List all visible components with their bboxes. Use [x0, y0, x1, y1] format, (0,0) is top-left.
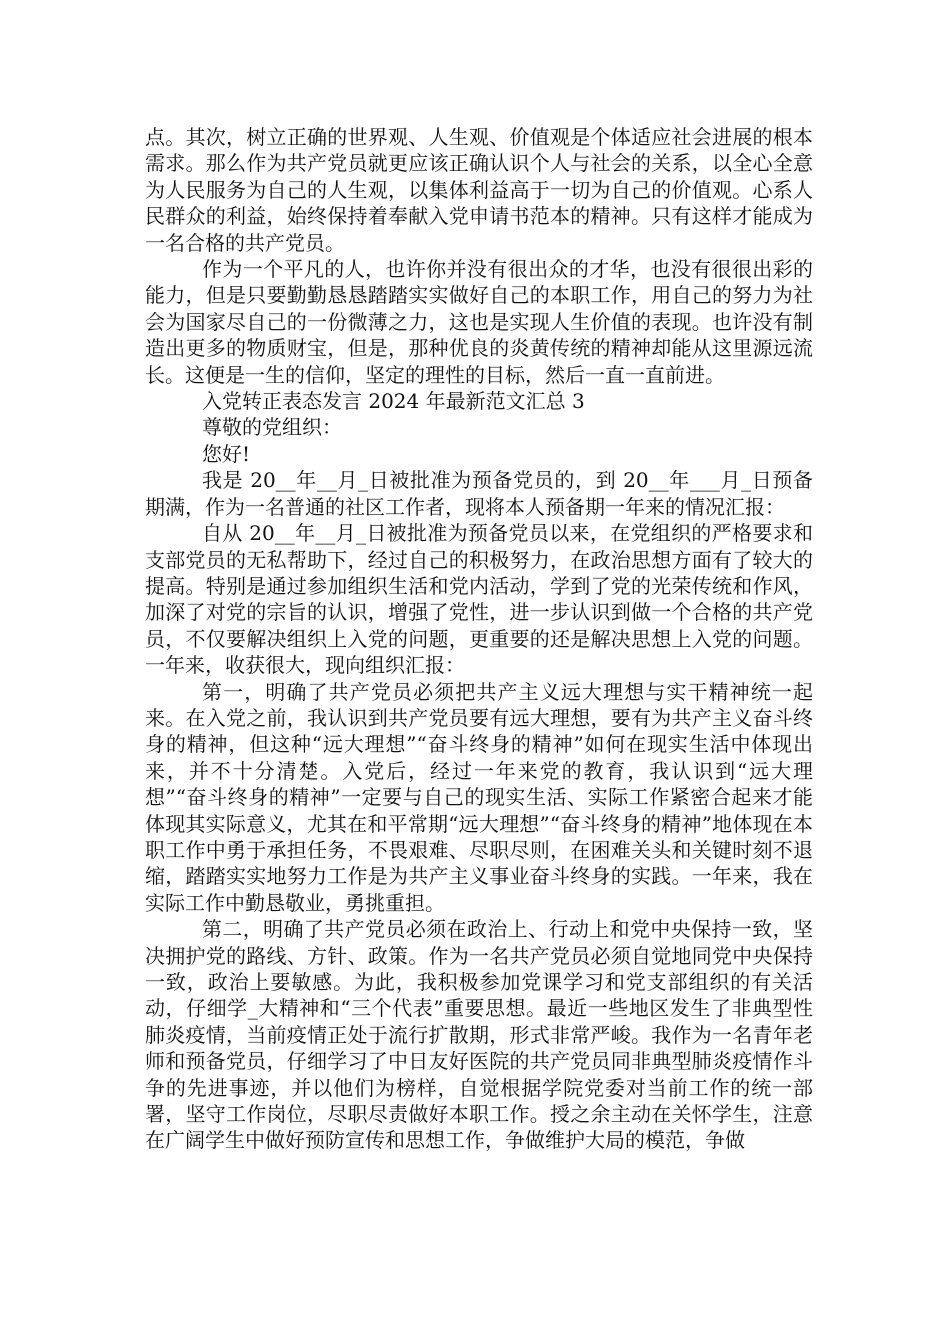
paragraph-since-approval: 自从 20__年__月_日被批准为预备党员以来，在党组织的严格要求和支部党员的无私帮助下，经过自己的积极努力，在政治思想方面有了较大的提高。特别是通过参加组织生活和党内活动，学到了党的光荣传统和作风，加深了对党的宗旨的认识，增强了党性，进一步认识到做一个合格的共产党员，不仅要解决组织上入党的问题，更重要的还是解决思想上入党的问题。一年来，收获很大，现向组织汇报：: [145, 521, 813, 678]
paragraph-ordinary-person: 作为一个平凡的人，也许你并没有很出众的才华，也没有很很出彩的能力，但是只要勤勤恳恳踏踏实实做好自己的本职工作，用自己的努力为社会为国家尽自己的一份微薄之力，这也是实现人生价值的表现。也许没有制造出更多的物质财宝，但是，那种优良的炎黄传统的精神却能从这里源远流长。这便是一生的信仰，坚定的理性的目标，然后一直一直前进。: [145, 257, 813, 387]
section-heading: 入党转正表态发言 2024 年最新范文汇总 3: [202, 389, 585, 414]
paragraph-introduction: 我是 20__年__月_日被批准为预备党员的，到 20__年___月_日预备期满，作为一名普通的社区工作者，现将本人预备期一年来的情况汇报：: [145, 468, 813, 519]
greeting: 您好!: [202, 441, 251, 466]
document-body: [145, 124, 813, 1154]
paragraph-continuation: 点。其次，树立正确的世界观、人生观、价值观是个体适应社会进展的根本需求。那么作为共产党员就更应该正确认识个人与社会的关系，以全心全意为人民服务为自己的人生观，以集体利益高于一切为自己的价值观。心系人民群众的利益，始终保持着奉献入党申请书范本的精神。只有这样才能成为一名合格的共产党员。: [145, 125, 813, 255]
paragraph-second-point: 第二，明确了共产党员必须在政治上、行动上和党中央保持一致，坚决拥护党的路线、方针、政策。作为一名共产党员必须自觉地同党中央保持一致，政治上要敏感。为此，我积极参加党课学习和党支部组织的有关活动，仔细学_大精神和“三个代表”重要思想。最近一些地区发生了非典型性肺炎疫情，当前疫情正处于流行扩散期，形式非常严峻。我作为一名青年老师和预备党员，仔细学习了中日友好医院的共产党员同非典型肺炎疫情作斗争的先进事迹，并以他们为榜样，自觉根据学院党委对当前工作的统一部署，坚守工作岗位，尽职尽责做好本职工作。授之余主动在关怀学生，注意在广阔学生中做好预防宣传和思想工作，争做维护大局的模范，争做: [145, 917, 813, 1153]
paragraph-first-point: 第一，明确了共产党员必须把共产主义远大理想与实干精神统一起来。在入党之前，我认识到共产党员要有远大理想，要有为共产主义奋斗终身的精神，但这种“远大理想”“奋斗终身的精神”如何在现实生活中体现出来，并不十分清楚。入党后，经过一年来党的教育，我认识到“远大理想”“奋斗终身的精神”一定要与自己的现实生活、实际工作紧密合起来才能体现其实际意义，尤其在和平常期“远大理想”“奋斗终身的精神”地体现在本职工作中勇于承担任务，不畏艰难、尽职尽则，在困难关头和关键时刻不退缩，踏踏实实地努力工作是为共产主义事业奋斗终身的实践。一年来，我在实际工作中勤恳敬业，勇挑重担。: [145, 679, 813, 915]
salutation: 尊敬的党组织：: [202, 415, 342, 440]
